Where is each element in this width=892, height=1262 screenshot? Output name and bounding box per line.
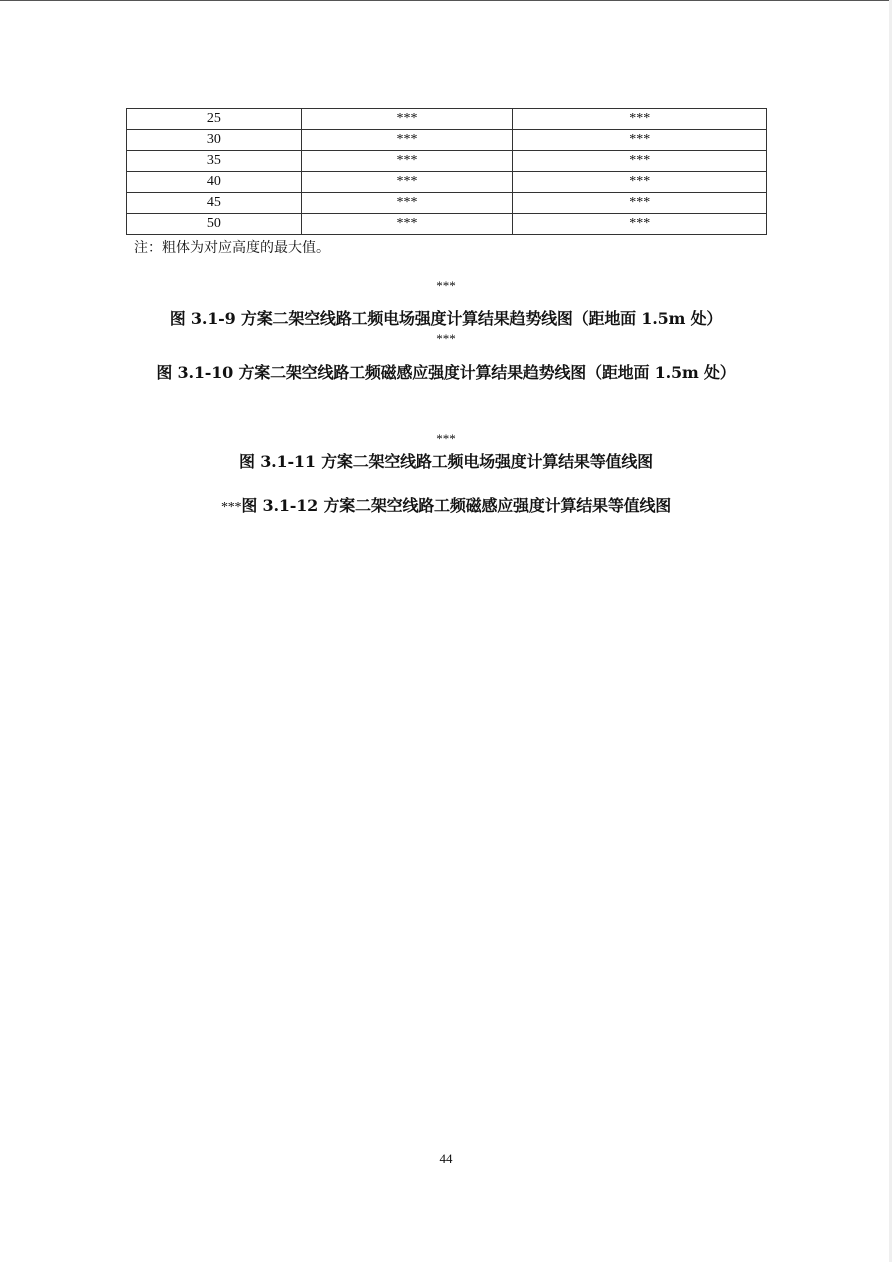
table-cell-height: 50 — [127, 214, 302, 235]
table-cell-value: *** — [513, 151, 767, 172]
field-strength-table — [126, 108, 767, 235]
figure-placeholder: *** — [436, 331, 456, 346]
table-cell-value: *** — [301, 214, 513, 235]
figure-caption: 图 3.1-11 方案二架空线路工频电场强度计算结果等值线图 — [239, 452, 653, 471]
table-cell-value: *** — [513, 172, 767, 193]
table-row — [127, 109, 767, 130]
table-row — [127, 193, 767, 214]
table-cell-height: 40 — [127, 172, 302, 193]
page-top-border — [0, 0, 892, 1]
table-cell-value: *** — [513, 193, 767, 214]
table-row — [127, 151, 767, 172]
figure-placeholder: *** — [220, 500, 242, 515]
figure-placeholder: *** — [436, 431, 456, 446]
figure-caption: 图 3.1-12 方案二架空线路工频磁感应强度计算结果等值线图 — [241, 496, 672, 515]
table-row — [127, 172, 767, 193]
figure-placeholder: *** — [436, 278, 456, 293]
figure-caption-with-placeholder — [0, 496, 892, 518]
table-cell-height: 45 — [127, 193, 302, 214]
table-cell-value: *** — [301, 130, 513, 151]
table-note: 注：粗体为对应高度的最大值。 — [134, 240, 330, 256]
table-cell-value: *** — [513, 130, 767, 151]
page-number: 44 — [439, 1151, 453, 1166]
table-cell-value: *** — [513, 214, 767, 235]
figure-caption: 图 3.1-10 方案二架空线路工频磁感应强度计算结果趋势线图（距地面 1.5m 处） — [156, 363, 736, 382]
table-cell-value: *** — [301, 172, 513, 193]
table-row — [127, 130, 767, 151]
table-cell-value: *** — [301, 151, 513, 172]
table-cell-height: 30 — [127, 130, 302, 151]
table-cell-value: *** — [301, 109, 513, 130]
figure-caption: 图 3.1-9 方案二架空线路工频电场强度计算结果趋势线图（距地面 1.5m 处） — [169, 309, 723, 328]
table-cell-height: 25 — [127, 109, 302, 130]
table-cell-height: 35 — [127, 151, 302, 172]
table-row — [127, 214, 767, 235]
table-cell-value: *** — [513, 109, 767, 130]
table-cell-value: *** — [301, 193, 513, 214]
